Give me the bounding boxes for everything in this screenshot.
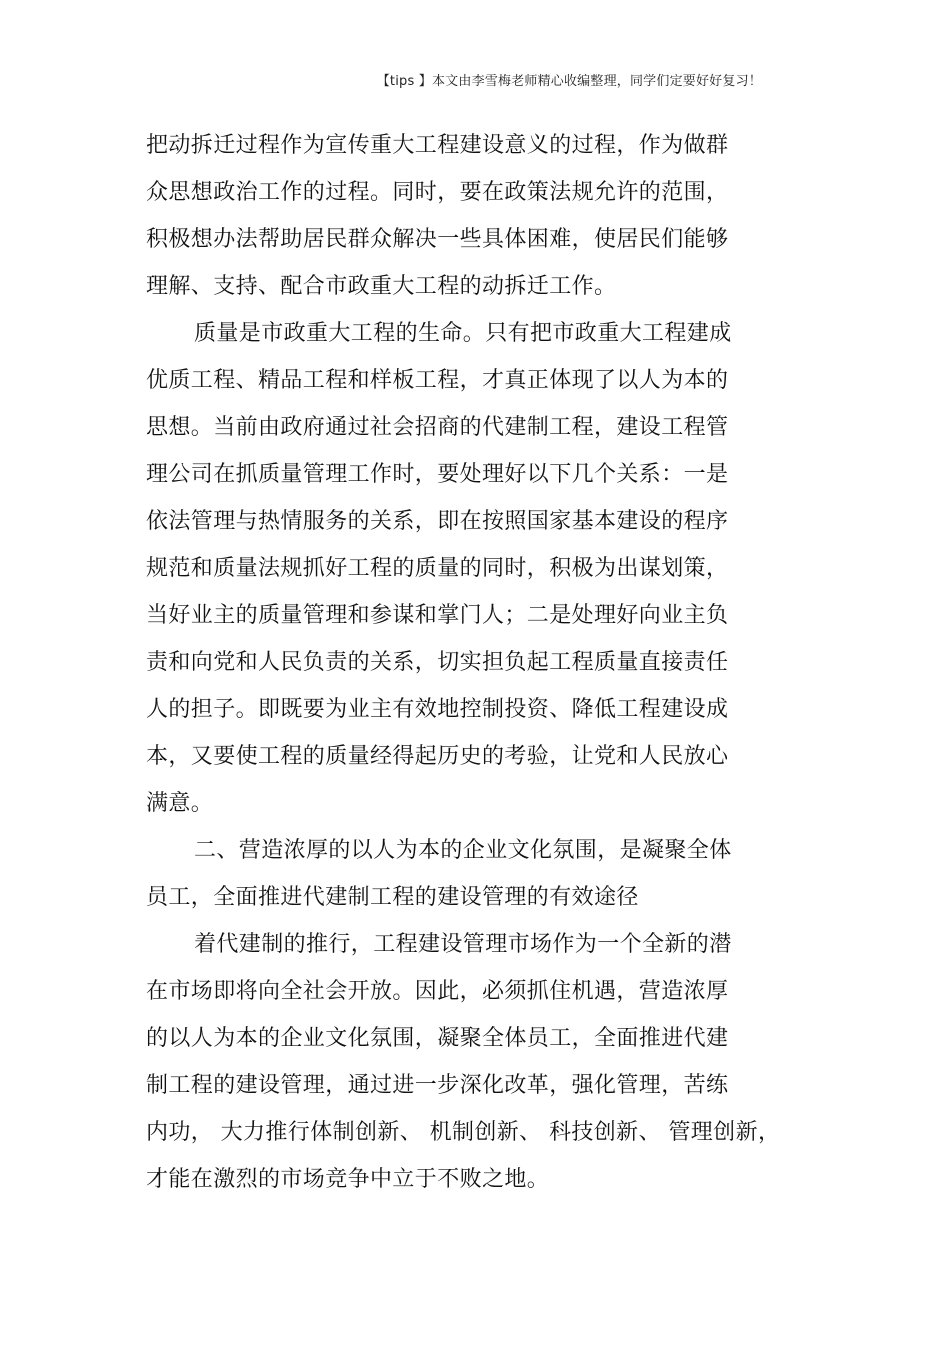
- text-line: 责和向党和人民负责的关系，切实担负起工程质量直接责任: [146, 650, 729, 675]
- text-line: 优质工程、精品工程和样板工程，才真正体现了以人为本的: [146, 368, 729, 393]
- text-line: 依法管理与热情服务的关系，即在按照国家基本建设的程序: [146, 509, 729, 534]
- text-line: 满意。: [146, 791, 214, 816]
- text-line: 内功， 大力推行体制创新、 机制创新、 科技创新、 管理创新，: [146, 1120, 781, 1145]
- text-line: 才能在激烈的市场竞争中立于不败之地。: [146, 1167, 550, 1192]
- text-line: 制工程的建设管理，通过进一步深化改革，强化管理，苦练: [146, 1073, 729, 1098]
- text-line: 理解、支持、配合市政重大工程的动拆迁工作。: [146, 274, 617, 299]
- text-line: 质量是市政重大工程的生命。只有把市政重大工程建成: [194, 321, 732, 346]
- document-body: [146, 122, 806, 1203]
- text-line: 在市场即将向全社会开放。因此，必须抓住机遇，营造浓厚: [146, 979, 729, 1004]
- text-line: 理公司在抓质量管理工作时，要处理好以下几个关系：一是: [146, 462, 729, 487]
- text-line: 当好业主的质量管理和参谋和掌门人；二是处理好向业主负: [146, 603, 729, 628]
- text-line: 众思想政治工作的过程。同时，要在政策法规允许的范围，: [146, 180, 729, 205]
- text-line: 积极想办法帮助居民群众解决一些具体困难，使居民们能够: [146, 227, 729, 252]
- text-line: 人的担子。即既要为业主有效地控制投资、降低工程建设成: [146, 697, 729, 722]
- text-line: 规范和质量法规抓好工程的质量的同时，积极为出谋划策，: [146, 556, 729, 581]
- text-line: 本，又要使工程的质量经得起历史的考验，让党和人民放心: [146, 744, 729, 769]
- text-line: 的以人为本的企业文化氛围，凝聚全体员工，全面推进代建: [146, 1026, 729, 1051]
- header-tips-note: 【tips 】本文由李雪梅老师精心收编整理，同学们定要好好复习！: [376, 74, 762, 89]
- text-line: 思想。当前由政府通过社会招商的代建制工程，建设工程管: [146, 415, 729, 440]
- section-heading-line: 二、营造浓厚的以人为本的企业文化氛围，是凝聚全体: [194, 838, 732, 863]
- text-line: 把动拆迁过程作为宣传重大工程建设意义的过程，作为做群: [146, 133, 729, 158]
- section-heading-line: 员工，全面推进代建制工程的建设管理的有效途径: [146, 885, 639, 910]
- text-line: 着代建制的推行，工程建设管理市场作为一个全新的潜: [194, 932, 732, 957]
